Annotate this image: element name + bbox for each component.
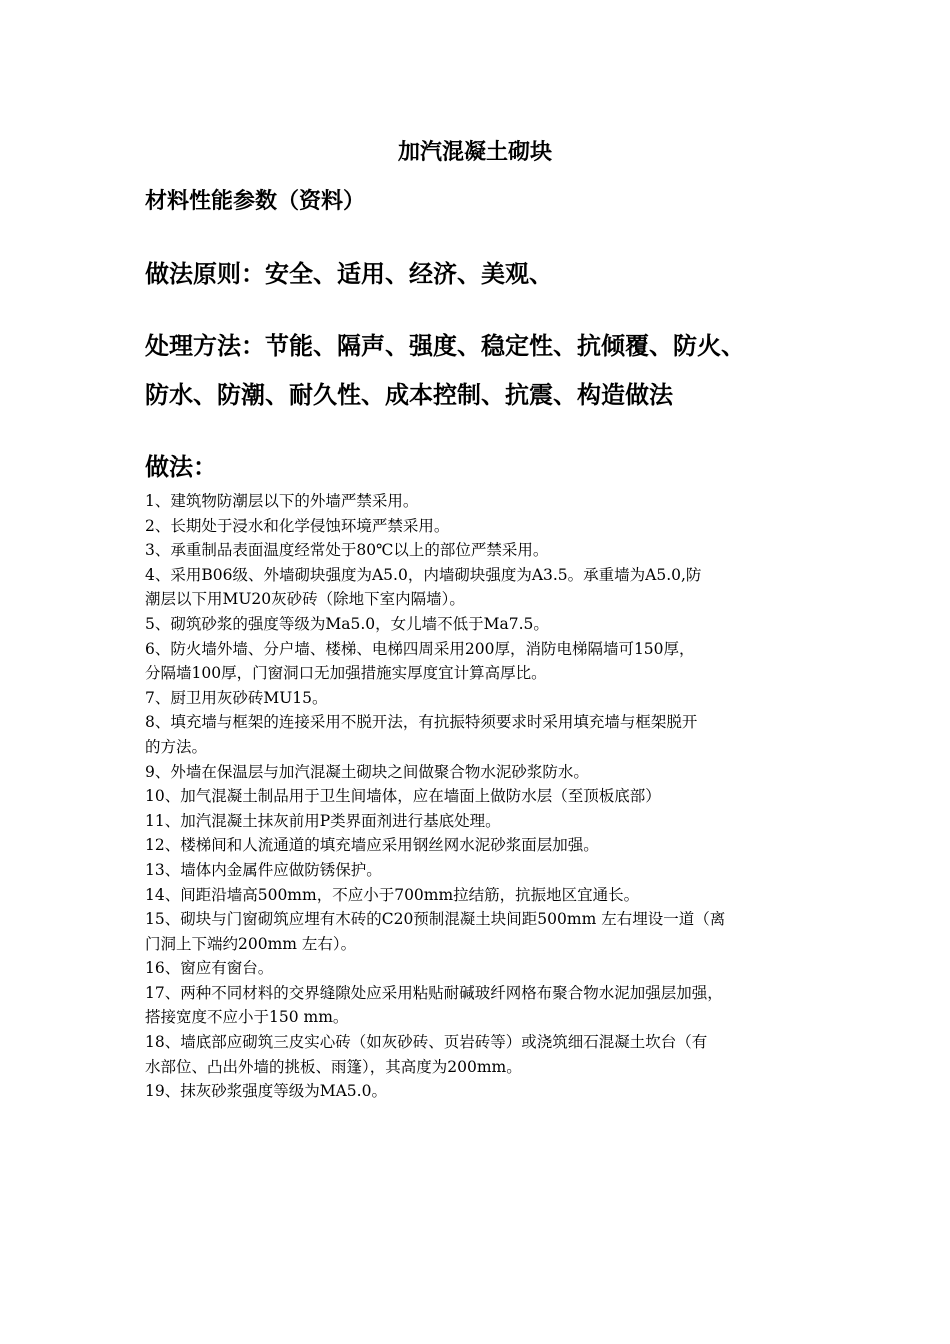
practice-item-line: 2、长期处于浸水和化学侵蚀环境严禁采用。 (145, 516, 450, 535)
practice-item-line: 的方法。 (145, 737, 208, 756)
practice-item (145, 637, 825, 686)
practice-item (145, 981, 825, 1030)
practice-item-line: 3、承重制品表面温度经常处于80℃以上的部位严禁采用。 (145, 541, 549, 560)
practice-item-line: 14、间距沿墙高500mm，不应小于700mm拉结筋，抗振地区宜通长。 (145, 885, 640, 904)
practice-item-line: 6、防火墙外墙、分户墙、楼梯、电梯四周采用200厚，消防电梯隔墙可150厚， (145, 639, 695, 658)
practice-item-line: 10、加气混凝土制品用于卫生间墙体，应在墙面上做防水层（至顶板底部） (145, 787, 661, 806)
practice-item-line: 潮层以下用MU20灰砂砖（除地下室内隔墙）。 (145, 590, 465, 609)
practice-item (145, 760, 825, 785)
practice-item (145, 907, 825, 956)
practice-item (145, 784, 825, 809)
practice-item (145, 858, 825, 883)
practice-item-line: 17、两种不同材料的交界缝隙处应采用粘贴耐碱玻纤网格布聚合物水泥加强层加强， (145, 983, 723, 1002)
practice-heading: 做法： (145, 452, 217, 481)
practice-item-line: 水部位、凸出外墙的挑板、雨篷），其高度为200mm。 (145, 1057, 522, 1076)
practice-item-line: 13、墙体内金属件应做防锈保护。 (145, 860, 382, 879)
practice-item-line: 搭接宽度不应小于150 mm。 (145, 1008, 349, 1027)
practice-item-line: 16、窗应有窗台。 (145, 959, 274, 978)
practice-item (145, 538, 825, 563)
practice-item (145, 686, 825, 711)
practice-item-line: 5、砌筑砂浆的强度等级为Ma5.0，女儿墙不低于Ma7.5。 (145, 614, 549, 633)
practice-item-line: 1、建筑物防潮层以下的外墙严禁采用。 (145, 492, 419, 510)
practice-item-line: 18、墙底部应砌筑三皮实心砖（如灰砂砖、页岩砖等）或浇筑细石混凝土坎台（有 (145, 1033, 708, 1052)
practice-item (145, 1030, 825, 1079)
practice-item (145, 710, 825, 759)
practice-item (145, 809, 825, 834)
practice-item (145, 612, 825, 637)
practice-item-line: 门洞上下端约200mm 左右）。 (145, 934, 357, 953)
document-title: 加汽混凝土砌块 (397, 139, 552, 165)
practice-item (145, 563, 825, 612)
practice-item-line: 4、采用B06级、外墙砌块强度为A5.0，内墙砌块强度为A3.5。承重墙为A5.0,防 (145, 565, 702, 584)
practice-item (145, 489, 825, 514)
document-subtitle: 材料性能参数（资料） (145, 188, 366, 214)
practice-item-line: 分隔墙100厚，门窗洞口无加强措施实厚度宜计算高厚比。 (145, 664, 547, 683)
practice-item-line: 9、外墙在保温层与加汽混凝土砌块之间做聚合物水泥砂浆防水。 (145, 762, 589, 781)
practice-item-line: 15、砌块与门窗砌筑应埋有木砖的C20预制混凝土块间距500mm 左右埋设一道（离 (145, 910, 726, 929)
practice-item-line: 8、填充墙与框架的连接采用不脱开法，有抗振特须要求时采用填充墙与框架脱开 (145, 713, 698, 732)
method-heading-line-2: 防水、防潮、耐久性、成本控制、抗震、构造做法 (145, 380, 673, 409)
principle-heading: 做法原则：安全、适用、经济、美观、 (145, 259, 553, 288)
method-heading-line-1: 处理方法：节能、隔声、强度、稳定性、抗倾覆、防火、 (145, 331, 745, 360)
practice-item-line: 12、楼梯间和人流通道的填充墙应采用钢丝网水泥砂浆面层加强。 (145, 836, 599, 855)
practice-list (145, 489, 825, 1104)
practice-item (145, 1079, 825, 1104)
practice-item (145, 833, 825, 858)
practice-item-line: 7、厨卫用灰砂砖MU15。 (145, 688, 328, 707)
practice-item (145, 883, 825, 908)
practice-item (145, 514, 825, 539)
practice-item-line: 11、加汽混凝土抹灰前用P类界面剂进行基底处理。 (145, 811, 501, 830)
practice-item-line: 19、抹灰砂浆强度等级为MA5.0。 (145, 1082, 387, 1101)
practice-item (145, 956, 825, 981)
